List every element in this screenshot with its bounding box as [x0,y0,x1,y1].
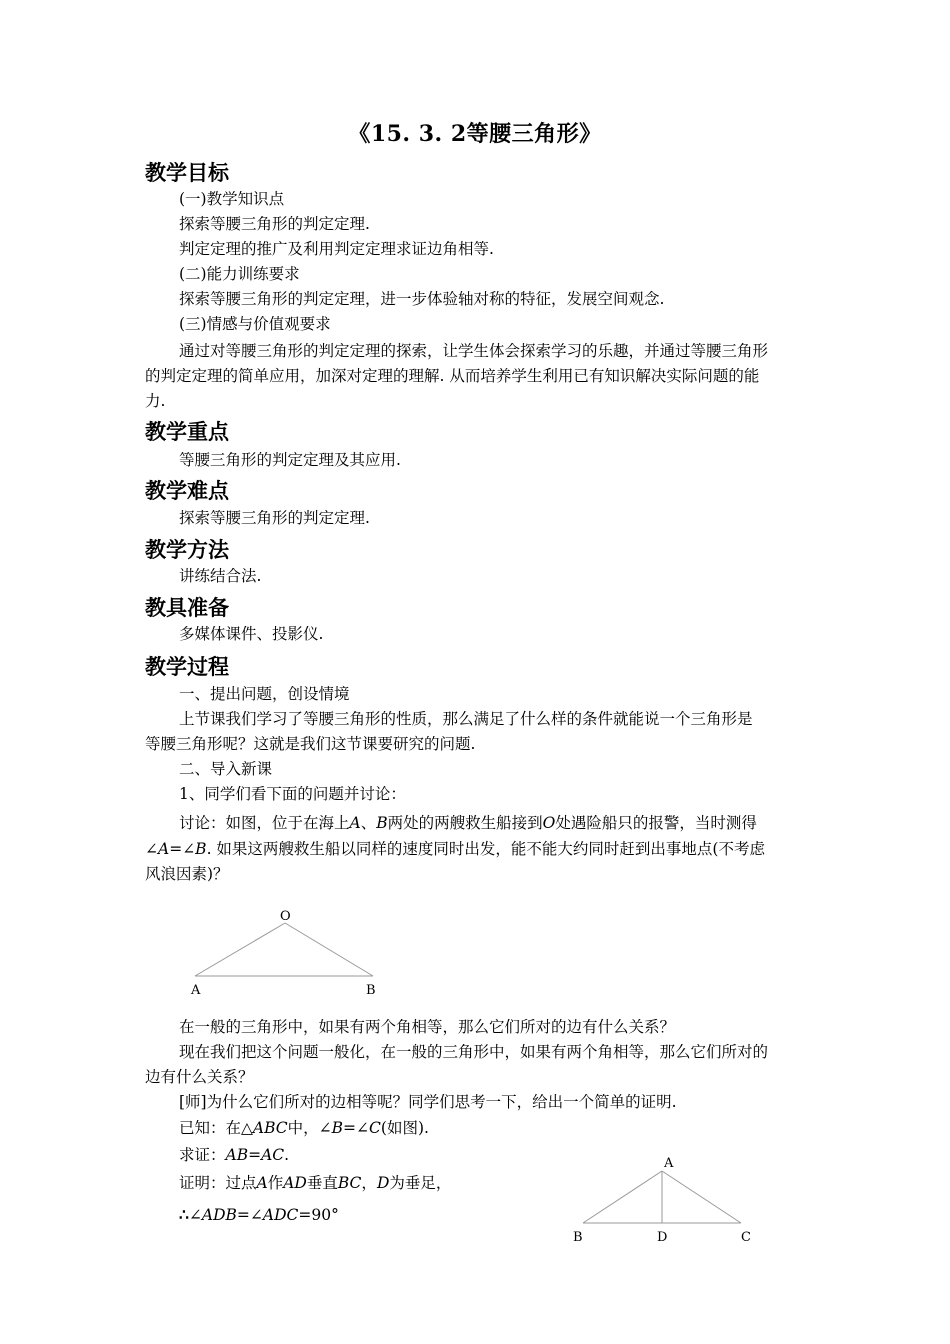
process-intro-line1: 上节课我们学习了等腰三角形的性质，那么满足了什么样的条件就能说一个三角形是 [179,710,753,728]
label-b: B [366,983,376,998]
heading-difficulty: 教学难点 [145,479,229,503]
discussion-line2 [145,837,807,862]
discussion-text: 两处的两艘救生船接到 [387,814,543,832]
process-intro-line2: 等腰三角形呢？这就是我们这节课要研究的问题. [145,735,476,753]
proof-text: 为垂足， [389,1174,452,1192]
equals-angle: =∠ [236,1206,263,1224]
var-c: C [369,1119,381,1137]
proof-text: 垂直 [306,1174,338,1192]
discussion-line3: 风浪因素)？ [145,865,229,883]
angle-b: ∠B [182,840,207,858]
objective-text-3: 探索等腰三角形的判定定理，进一步体验轴对称的特征，发展空间观念. [179,290,665,308]
label-c: C [741,1230,751,1245]
document-title: 《15. 3. 2等腰三角形》 [348,121,602,147]
discussion-text: 处遇险船只的报警，当时测得 [555,814,757,832]
proof-text: 证明：过点 [179,1174,257,1192]
given-text: 已知：在△ [179,1119,253,1137]
var-a: A [349,814,361,832]
discussion-text: 讨论：如图，位于在海上 [179,814,350,832]
difficulty-text: 探索等腰三角形的判定定理. [179,509,370,527]
given-text: 中，∠ [287,1119,332,1137]
discussion-line1 [179,811,841,836]
label-o: O [280,909,291,924]
discussion-text: . 如果这两艘救生船以同样的速度同时出发，能不能大约同时赶到出事地点(不考虑 [206,840,765,858]
heading-process: 教学过程 [145,655,229,679]
tools-text: 多媒体课件、投影仪. [179,625,324,643]
teacher-prompt: [师]为什么它们所对的边相等呢？同学们思考一下，给出一个简单的证明. [179,1093,677,1111]
var-a: A [256,1174,268,1192]
objective-text-4-line3: 力. [145,392,166,410]
var-b: B [331,1119,344,1137]
side-ac [662,1171,741,1223]
objective-text-4-line1: 通过对等腰三角形的判定定理的探索，让学生体会探索学习的乐趣，并通过等腰三角形 [179,342,769,360]
therefore-symbol: ∴ [179,1205,189,1224]
side-ao [195,923,285,976]
objective-text-1: 探索等腰三角形的判定定理. [179,215,370,233]
general-question: 在一般的三角形中，如果有两个角相等，那么它们所对的边有什么关系？ [179,1018,676,1036]
var-d: D [376,1174,390,1192]
var-ab: AB [225,1146,249,1164]
generalize-line1: 现在我们把这个问题一般化，在一般的三角形中，如果有两个角相等，那么它们所对的 [179,1043,769,1061]
process-step-2: 二、导入新课 [179,760,273,778]
method-text: 讲练结合法. [179,567,262,585]
heading-tools: 教具准备 [145,596,229,620]
heading-method: 教学方法 [145,538,229,562]
key-points-text: 等腰三角形的判定定理及其应用. [179,451,401,469]
sub-ability: (二)能力训练要求 [179,265,300,283]
prove-text: 求证： [179,1146,226,1164]
period: . [284,1146,290,1164]
process-step-1: 一、提出问题，创设情境 [179,685,350,703]
var-o: O [542,814,556,832]
var-bc: BC [337,1174,362,1192]
equals: = [248,1146,262,1164]
var-adc: ADC [262,1206,299,1224]
separator: 、 [360,814,377,832]
triangle-abc-figure [565,1145,765,1250]
label-a: A [191,983,201,998]
side-ob [285,923,373,976]
question-1: 1、同学们看下面的问题并讨论： [179,785,406,803]
label-b: B [573,1230,583,1245]
var-b: B [376,814,388,832]
comma: ， [361,1174,377,1192]
generalize-line2: 边有什么关系？ [145,1068,254,1086]
label-a: A [664,1156,674,1171]
triangle-oab-figure [180,900,390,1005]
var-ac: AC [261,1146,285,1164]
sub-emotion: (三)情感与价值观要求 [179,315,331,333]
var-adb: ADB [201,1206,237,1224]
angle-symbol: ∠ [188,1206,202,1224]
heading-objectives: 教学目标 [145,161,229,185]
side-ab [583,1171,662,1223]
objective-text-4-line2: 的判定定理的简单应用，加深对定理的理解. 从而培养学生利用已有知识解决实际问题的能 [145,367,760,385]
var-ad: AD [283,1174,307,1192]
label-d: D [657,1230,668,1245]
given-statement [179,1116,841,1141]
sub-knowledge: (一)教学知识点 [179,190,285,208]
angle-a: ∠A [145,840,170,858]
heading-key-points: 教学重点 [145,420,229,444]
objective-text-2: 判定定理的推广及利用判定定理求证边角相等. [179,240,494,258]
equals: = [169,840,183,858]
ninety-degrees: =90° [298,1206,339,1224]
proof-text: 作 [267,1174,284,1192]
given-text: =∠ [343,1119,370,1137]
given-text: (如图). [380,1119,429,1137]
var-abc: ABC [252,1119,288,1137]
